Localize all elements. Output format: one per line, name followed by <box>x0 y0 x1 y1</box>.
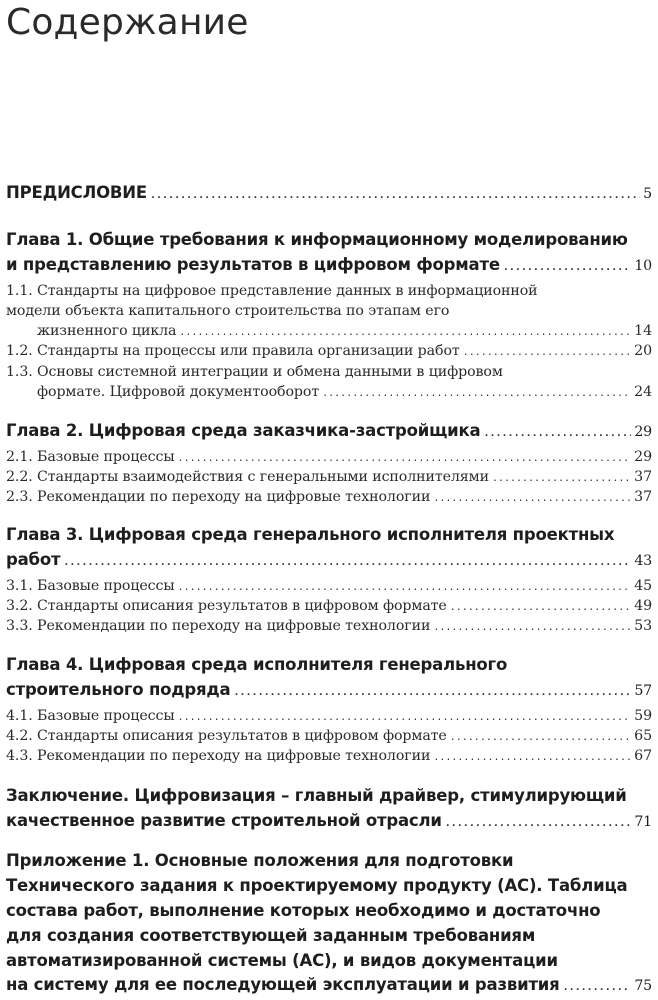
toc-entry-label: качественное развитие строительной отрасли <box>6 811 442 830</box>
toc-entry-chapter-2[interactable] <box>6 421 652 440</box>
toc-page-number: 37 <box>634 469 652 485</box>
toc-page-number: 49 <box>634 598 652 614</box>
toc-entry-section-3-1[interactable] <box>6 578 652 594</box>
toc-chapter-3-line1[interactable]: Глава 3. Цифровая среда генерального исполнителя проектных <box>6 525 615 544</box>
toc-section-1-3-line1[interactable] <box>6 364 503 380</box>
leader-dots <box>433 622 631 633</box>
section-label: Рекомендации по переходу на цифровые технологии <box>37 618 431 634</box>
toc-entry-conclusion[interactable] <box>6 811 652 830</box>
toc-page-number: 45 <box>634 578 652 594</box>
section-label: Стандарты на цифровое представление данных в информационной <box>37 283 538 299</box>
leader-dots <box>179 327 631 338</box>
toc-appendix-1-line3[interactable]: состава работ, выполнение которых необходимо и достаточно <box>6 901 601 920</box>
toc-page-number: 20 <box>634 343 652 359</box>
toc-page-number: 14 <box>634 323 652 339</box>
section-number: 1.1. <box>6 283 33 299</box>
section-number: 4.3. <box>6 748 33 764</box>
section-label: Стандарты взаимодействия с генеральными исполнителями <box>37 469 489 485</box>
leader-dots <box>322 388 631 399</box>
leader-dots <box>178 582 632 593</box>
toc-entry-section-2-3[interactable] <box>6 489 652 505</box>
toc-chapter-4-line1[interactable]: Глава 4. Цифровая среда исполнителя генерального <box>6 655 508 674</box>
toc-chapter-1-line1[interactable]: Глава 1. Общие требования к информационному моделированию <box>6 230 628 249</box>
section-label: Базовые процессы <box>37 449 175 465</box>
toc-page-number: 65 <box>634 728 652 744</box>
toc-page-number: 67 <box>634 748 652 764</box>
toc-appendix-1-line5[interactable]: автоматизированной системы (АС), и видов документации <box>6 951 558 970</box>
leader-dots <box>450 732 631 743</box>
leader-dots <box>445 818 632 829</box>
page-title: Содержание <box>6 2 249 43</box>
section-number: 2.2. <box>6 469 33 485</box>
leader-dots <box>503 262 632 273</box>
toc-entry-section-4-3[interactable] <box>6 748 652 764</box>
toc-entry-label: Глава 2. Цифровая среда заказчика-застройщика <box>6 421 481 440</box>
toc-entry-section-3-3[interactable] <box>6 618 652 634</box>
leader-dots <box>483 428 631 439</box>
section-label: Базовые процессы <box>37 578 175 594</box>
toc-page-number: 5 <box>643 186 652 202</box>
section-number: 4.1. <box>6 708 33 724</box>
section-label: Рекомендации по переходу на цифровые технологии <box>37 489 431 505</box>
toc-entry-label: на систему для ее последующей эксплуатации и развития <box>6 975 560 994</box>
toc-page-number: 75 <box>634 978 652 994</box>
toc-entry-label: формате. Цифровой документооборот <box>37 384 320 400</box>
toc-entry-preface[interactable] <box>6 183 652 202</box>
toc-appendix-1-line2[interactable]: Технического задания к проектируемому продукту (АС). Таблица <box>6 876 628 895</box>
section-label: Стандарты на процессы или правила организации работ <box>37 343 460 359</box>
toc-page-number: 24 <box>634 384 652 400</box>
toc-appendix-1-line4[interactable]: для создания соответствующей заданным требованиям <box>6 926 536 945</box>
toc-entry-section-4-1[interactable] <box>6 708 652 724</box>
toc-entry-label: жизненного цикла <box>37 323 177 339</box>
leader-dots <box>150 190 640 201</box>
section-label: Рекомендации по переходу на цифровые технологии <box>37 748 431 764</box>
toc-conclusion-line1[interactable]: Заключение. Цифровизация – главный драйвер, стимулирующий <box>6 786 627 805</box>
toc-entry-section-1-2[interactable] <box>6 343 652 359</box>
section-number: 2.3. <box>6 489 33 505</box>
toc-entry-section-4-2[interactable] <box>6 728 652 744</box>
toc-page-number: 10 <box>634 258 652 274</box>
section-label: Основы системной интеграции и обмена данными в цифровом <box>37 364 503 380</box>
section-label: Стандарты описания результатов в цифровом формате <box>37 598 447 614</box>
toc-entry-label: и представлению результатов в цифровом формате <box>6 255 500 274</box>
leader-dots <box>463 347 631 358</box>
toc-page-number: 29 <box>634 424 652 440</box>
toc-entry-chapter-3[interactable] <box>6 550 652 569</box>
leader-dots <box>178 712 632 723</box>
toc-page-number: 71 <box>634 814 652 830</box>
toc-entry-label: ПРЕДИСЛОВИЕ <box>6 183 147 202</box>
section-number: 4.2. <box>6 728 33 744</box>
toc-entry-chapter-4[interactable] <box>6 680 652 699</box>
toc-entry-section-3-2[interactable] <box>6 598 652 614</box>
toc-entry-section-2-2[interactable] <box>6 469 652 485</box>
toc-page-number: 37 <box>634 489 652 505</box>
leader-dots <box>563 982 632 993</box>
toc-entry-section-1-3[interactable] <box>6 384 652 400</box>
section-number: 3.1. <box>6 578 33 594</box>
toc-page-number: 43 <box>634 553 652 569</box>
section-number: 1.2. <box>6 343 33 359</box>
leader-dots <box>63 557 631 568</box>
leader-dots <box>433 752 631 763</box>
leader-dots <box>450 602 631 613</box>
section-number: 3.2. <box>6 598 33 614</box>
toc-entry-section-1-1[interactable] <box>6 323 652 339</box>
leader-dots <box>433 493 631 504</box>
toc-entry-section-2-1[interactable] <box>6 449 652 465</box>
toc-entry-appendix-1[interactable] <box>6 975 652 994</box>
toc-section-1-1-line1[interactable] <box>6 283 538 299</box>
toc-page-number: 59 <box>634 708 652 724</box>
toc-entry-label: работ <box>6 550 61 569</box>
leader-dots <box>234 687 632 698</box>
toc-appendix-1-line1[interactable]: Приложение 1. Основные положения для подготовки <box>6 851 514 870</box>
section-number: 2.1. <box>6 449 33 465</box>
toc-page-number: 29 <box>634 449 652 465</box>
section-number: 3.3. <box>6 618 33 634</box>
section-number: 1.3. <box>6 364 33 380</box>
toc-entry-chapter-1[interactable] <box>6 255 652 274</box>
section-label: Стандарты описания результатов в цифровом формате <box>37 728 447 744</box>
toc-entry-label: строительного подряда <box>6 680 231 699</box>
section-label: Базовые процессы <box>37 708 175 724</box>
toc-section-1-1-line2[interactable]: модели объекта капитального строительства по этапам его <box>6 303 450 319</box>
leader-dots <box>178 453 632 464</box>
leader-dots <box>492 473 631 484</box>
toc-page-number: 53 <box>634 618 652 634</box>
toc-page-number: 57 <box>634 683 652 699</box>
